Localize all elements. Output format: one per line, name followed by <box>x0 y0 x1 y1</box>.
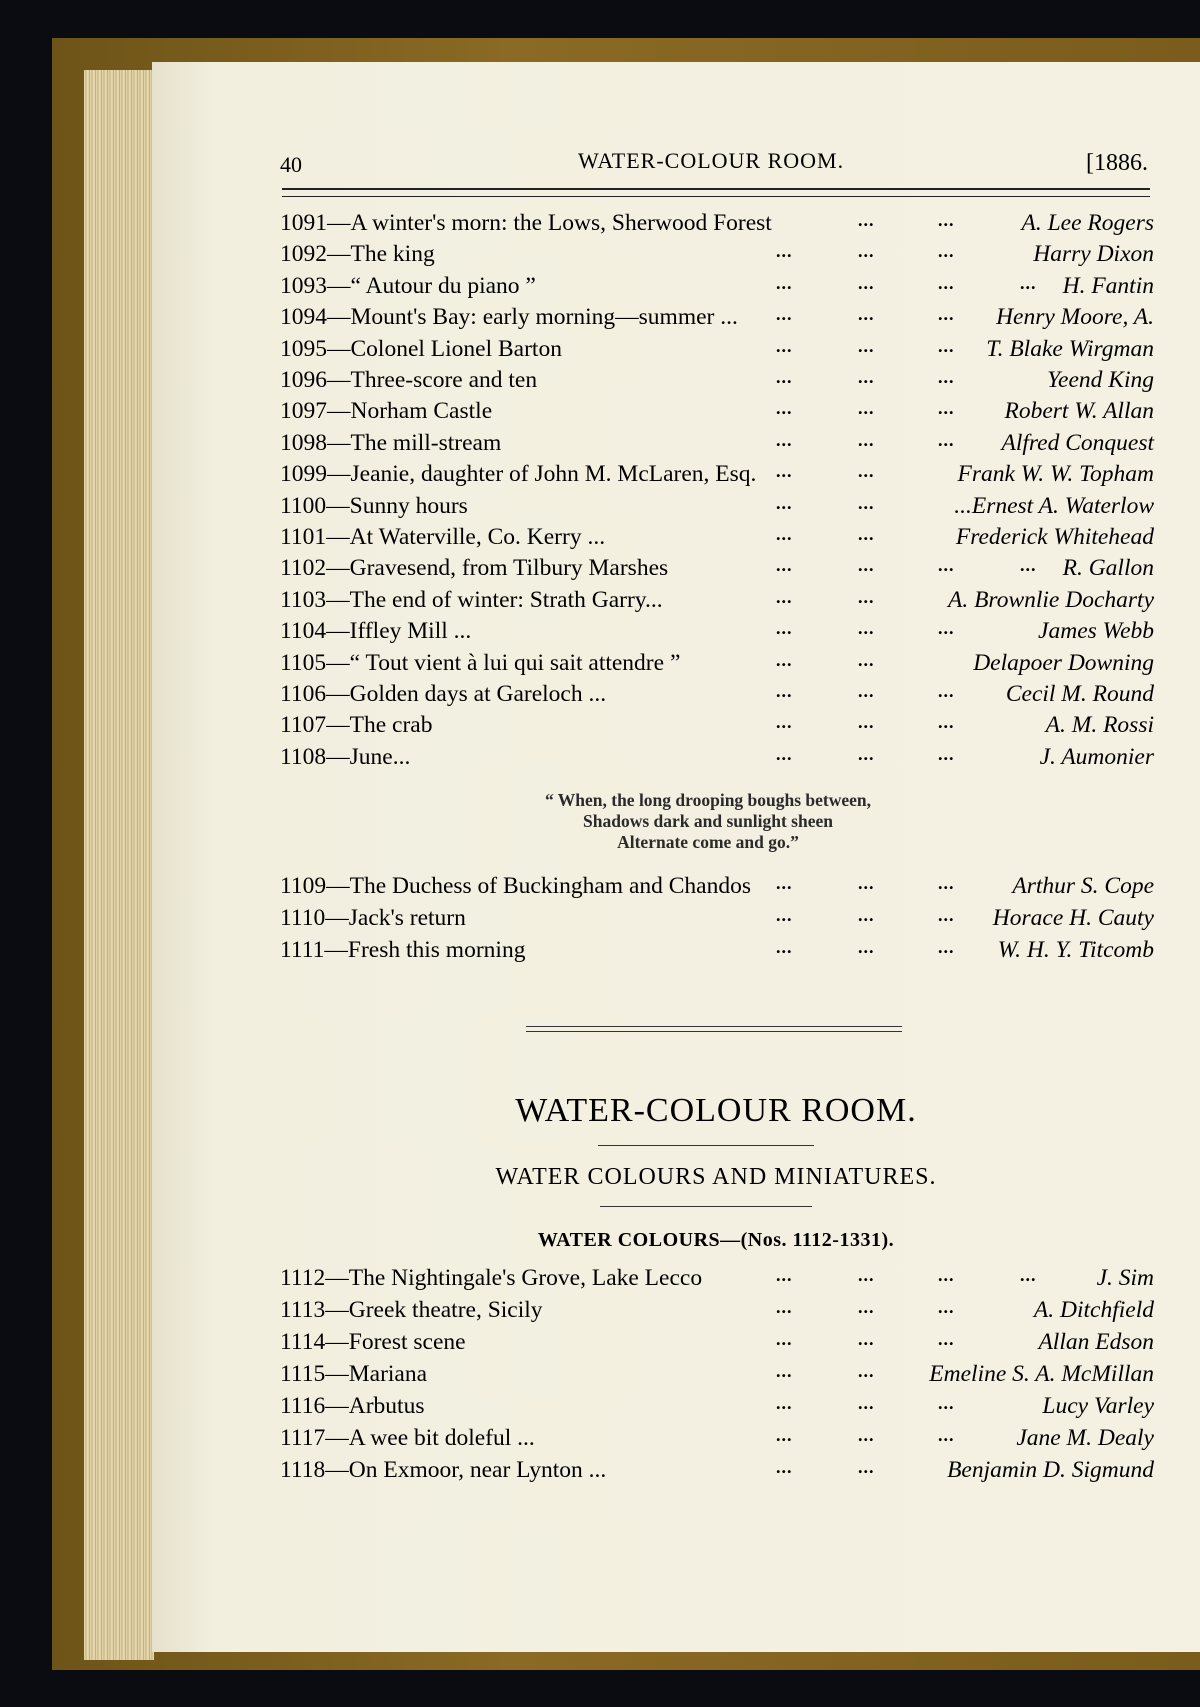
entry-title: 1094—Mount's Bay: early morning—summer ... <box>280 304 738 331</box>
year-label: [1886. <box>1086 150 1148 176</box>
leader-dot-group: ... <box>858 905 875 925</box>
leader-dot-group: ... <box>776 1457 793 1477</box>
leader-dot-group: ... <box>938 1265 955 1285</box>
leader-dot-group: ... <box>858 524 875 544</box>
entry-artist: Delapoer Downing <box>973 649 1154 676</box>
leader-dot-group: ... <box>938 873 955 893</box>
list-item <box>278 304 1154 334</box>
entry-artist: J. Aumonier <box>1039 743 1154 770</box>
entry-title: 1098—The mill-stream <box>280 429 502 456</box>
list-item <box>278 1329 1154 1359</box>
list-item <box>278 905 1154 935</box>
entry-title: 1106—Golden days at Gareloch ... <box>280 681 607 707</box>
entry-title: 1115—Mariana <box>280 1361 428 1387</box>
running-title: WATER-COLOUR ROOM. <box>578 148 845 173</box>
list-item <box>278 681 1154 711</box>
leader-dot-group: ... <box>858 586 875 607</box>
leader-dot-group: ... <box>938 241 955 262</box>
entry-artist: Harry Dixon <box>1033 241 1154 268</box>
list-item <box>278 1297 1154 1327</box>
list-item <box>278 712 1154 742</box>
leader-dot-group: ... <box>858 743 875 764</box>
leader-dot-group: ... <box>858 1393 875 1413</box>
leader-dot-group: ... <box>858 210 875 230</box>
leader-dot-group: ... <box>858 367 875 387</box>
page-edges <box>84 70 154 1660</box>
entry-title: 1101—At Waterville, Co. Kerry ... <box>280 524 606 550</box>
leader-dot-group: ... <box>776 712 793 733</box>
entry-artist: R. Gallon <box>1062 555 1154 582</box>
quote-line: Shadows dark and sunlight sheen <box>583 811 833 831</box>
entry-title: 1113—Greek theatre, Sicily <box>280 1297 543 1323</box>
entry-artist: James Webb <box>1038 618 1154 645</box>
list-item <box>278 555 1154 585</box>
entry-title: 1114—Forest scene <box>280 1329 466 1355</box>
entry-artist: Robert W. Allan <box>1004 398 1154 425</box>
leader-dot-group: ... <box>858 712 875 733</box>
entry-artist: A. Brownlie Docharty <box>947 586 1154 613</box>
leader-dot-group: ... <box>938 367 955 387</box>
leader-dot-group: ... <box>938 937 955 957</box>
leader-dot-group: ... <box>858 1297 875 1317</box>
list-item <box>278 1457 1154 1487</box>
entry-artist: A. Lee Rogers <box>1021 210 1154 236</box>
leader-dot-group: ... <box>938 1393 955 1413</box>
entry-artist: Frank W. W. Topham <box>957 461 1154 488</box>
list-item <box>278 873 1154 903</box>
entry-title: 1096—Three-score and ten <box>280 367 538 393</box>
entry-artist: Jane M. Dealy <box>1016 1425 1154 1451</box>
list-item <box>278 241 1154 271</box>
leader-dot-group: ... <box>938 743 955 764</box>
entry-title: 1110—Jack's return <box>280 905 466 931</box>
leader-dot-group: ... <box>858 304 875 325</box>
leader-dot-group: ... <box>858 1425 875 1445</box>
leader-dot-group: ... <box>776 586 793 607</box>
entry-title: 1102—Gravesend, from Tilbury Marshes <box>280 555 669 582</box>
header-double-rule <box>282 188 1150 197</box>
title-underline <box>598 1145 814 1146</box>
list-item <box>278 367 1154 397</box>
list-item <box>278 273 1154 303</box>
list-item <box>278 210 1154 240</box>
running-header <box>278 148 1154 178</box>
leader-dot-group: ... <box>858 272 875 293</box>
list-item <box>278 430 1154 460</box>
leader-dot-group: ... <box>1020 1265 1037 1285</box>
quote-line: “ When, the long drooping boughs between, <box>544 790 872 810</box>
leader-dot-group: ... <box>776 241 793 262</box>
entry-artist: Yeend King <box>1047 367 1154 393</box>
leader-dot-group: ... <box>776 398 793 419</box>
leader-dot-group: ... <box>776 1393 793 1413</box>
list-item <box>278 650 1154 680</box>
leader-dot-group: ... <box>776 1361 793 1381</box>
leader-dot-group: ... <box>858 681 875 701</box>
entry-artist: A. M. Rossi <box>1045 712 1154 739</box>
leader-dot-group: ... <box>938 1329 955 1349</box>
leader-dot-group: ... <box>858 335 875 356</box>
entry-artist: ...Ernest A. Waterlow <box>954 492 1154 519</box>
leader-dot-group: ... <box>858 492 875 513</box>
entry-artist: Emeline S. A. McMillan <box>929 1361 1154 1387</box>
subtitle-underline <box>600 1206 812 1207</box>
leader-dot-group: ... <box>938 618 955 639</box>
entry-artist: H. Fantin <box>1062 272 1154 299</box>
leader-dot-group: ... <box>858 1361 875 1381</box>
list-item <box>278 1361 1154 1391</box>
entry-artist: Alfred Conquest <box>1001 429 1154 456</box>
leader-dot-group: ... <box>776 649 793 670</box>
list-item <box>278 1425 1154 1455</box>
entry-title: 1091—A winter's morn: the Lows, Sherwood Forest <box>280 210 772 236</box>
entry-title: 1116—Arbutus <box>280 1393 425 1419</box>
leader-dot-group: ... <box>938 304 955 325</box>
leader-dot-group: ... <box>858 618 875 639</box>
leader-dot-group: ... <box>776 1297 793 1317</box>
list-item <box>278 1393 1154 1423</box>
list-item <box>278 1265 1154 1295</box>
entry-artist: Allan Edson <box>1038 1329 1154 1355</box>
entry-artist: Arthur S. Cope <box>1012 873 1154 899</box>
leader-dot-group: ... <box>938 1425 955 1445</box>
leader-dot-group: ... <box>776 937 793 957</box>
entry-title: 1104—Iffley Mill ... <box>280 618 472 645</box>
leader-dot-group: ... <box>776 492 793 513</box>
entry-artist: A. Ditchfield <box>1033 1297 1154 1323</box>
page-number: 40 <box>280 152 302 177</box>
leader-dot-group: ... <box>938 555 955 576</box>
leader-dot-group: ... <box>858 937 875 957</box>
list-item <box>278 524 1154 554</box>
entry-title: 1112—The Nightingale's Grove, Lake Lecco <box>280 1265 703 1291</box>
leader-dot-group: ... <box>858 1457 875 1477</box>
leader-dot-group: ... <box>776 429 793 450</box>
leader-dot-group: ... <box>776 304 793 325</box>
leader-dot-group: ... <box>858 873 875 893</box>
verse-quote <box>278 790 1138 853</box>
entry-artist: Lucy Varley <box>1042 1393 1154 1419</box>
leader-dot-group: ... <box>858 555 875 576</box>
leader-dot-group: ... <box>776 1265 793 1285</box>
leader-dot-group: ... <box>1020 272 1037 293</box>
leader-dot-group: ... <box>776 555 793 576</box>
leader-dot-group: ... <box>858 398 875 419</box>
leader-dot-group: ... <box>858 429 875 450</box>
entry-title: 1097—Norham Castle <box>280 398 493 425</box>
leader-dot-group: ... <box>776 1329 793 1349</box>
entry-artist: Benjamin D. Sigmund <box>947 1457 1154 1483</box>
leader-dot-group: ... <box>938 272 955 293</box>
list-item <box>278 398 1154 428</box>
leader-dot-group: ... <box>776 1425 793 1445</box>
leader-dot-group: ... <box>776 461 793 482</box>
entry-title: 1100—Sunny hours <box>280 492 468 519</box>
leader-dot-group: ... <box>776 873 793 893</box>
entry-title: 1103—The end of winter: Strath Garry... <box>280 586 663 613</box>
section-subtitle: WATER COLOURS AND MINIATURES. <box>495 1164 937 1190</box>
leader-dot-group: ... <box>776 335 793 356</box>
entry-title: 1092—The king <box>280 241 435 268</box>
leader-dot-group: ... <box>938 681 955 701</box>
leader-dot-group: ... <box>858 461 875 482</box>
entry-artist: Horace H. Cauty <box>992 905 1154 931</box>
entry-artist: Henry Moore, A. <box>996 304 1154 331</box>
leader-dot-group: ... <box>1020 555 1037 576</box>
entry-title: 1111—Fresh this morning <box>280 937 526 963</box>
list-item <box>278 937 1154 967</box>
entry-title: 1099—Jeanie, daughter of John M. McLaren, Esq. <box>280 461 757 488</box>
list-item <box>278 493 1154 523</box>
leader-dot-group: ... <box>938 210 955 230</box>
leader-dot-group: ... <box>938 335 955 356</box>
leader-dot-group: ... <box>776 743 793 764</box>
leader-dot-group: ... <box>938 712 955 733</box>
entry-title: 1108—June... <box>280 743 411 770</box>
list-item <box>278 587 1154 617</box>
leader-dot-group: ... <box>776 272 793 293</box>
leader-dot-group: ... <box>776 618 793 639</box>
section-separator <box>526 1026 902 1032</box>
entry-artist: T. Blake Wirgman <box>986 335 1154 362</box>
entry-title: 1105—“ Tout vient à lui qui sait attendre ” <box>280 649 681 676</box>
entry-title: 1095—Colonel Lionel Barton <box>280 335 562 362</box>
leader-dot-group: ... <box>858 1329 875 1349</box>
leader-dot-group: ... <box>776 905 793 925</box>
leader-dot-group: ... <box>938 1297 955 1317</box>
entry-artist: J. Sim <box>1096 1265 1154 1291</box>
entry-title: 1109—The Duchess of Buckingham and Chandos <box>280 873 752 899</box>
section-subheading: WATER COLOURS—(Nos. 1112-1331). <box>537 1229 895 1251</box>
entry-artist: Frederick Whitehead <box>955 524 1154 550</box>
leader-dot-group: ... <box>858 241 875 262</box>
leader-dot-group: ... <box>776 681 793 701</box>
entry-title: 1118—On Exmoor, near Lynton ... <box>280 1457 607 1483</box>
leader-dot-group: ... <box>858 1265 875 1285</box>
entry-artist: W. H. Y. Titcomb <box>997 937 1154 963</box>
leader-dot-group: ... <box>858 649 875 670</box>
list-item <box>278 618 1154 648</box>
entry-title: 1093—“ Autour du piano ” <box>280 272 536 299</box>
entry-title: 1117—A wee bit doleful ... <box>280 1425 535 1451</box>
list-item <box>278 336 1154 366</box>
list-item <box>278 461 1154 491</box>
entry-title: 1107—The crab <box>280 712 433 739</box>
leader-dot-group: ... <box>776 367 793 387</box>
section-title: WATER-COLOUR ROOM. <box>515 1092 917 1129</box>
list-item <box>278 744 1154 774</box>
quote-line: Alternate come and go.” <box>617 832 799 852</box>
leader-dot-group: ... <box>938 398 955 419</box>
leader-dot-group: ... <box>938 429 955 450</box>
leader-dot-group: ... <box>776 524 793 544</box>
leader-dot-group: ... <box>938 905 955 925</box>
entry-artist: Cecil M. Round <box>1005 681 1154 707</box>
